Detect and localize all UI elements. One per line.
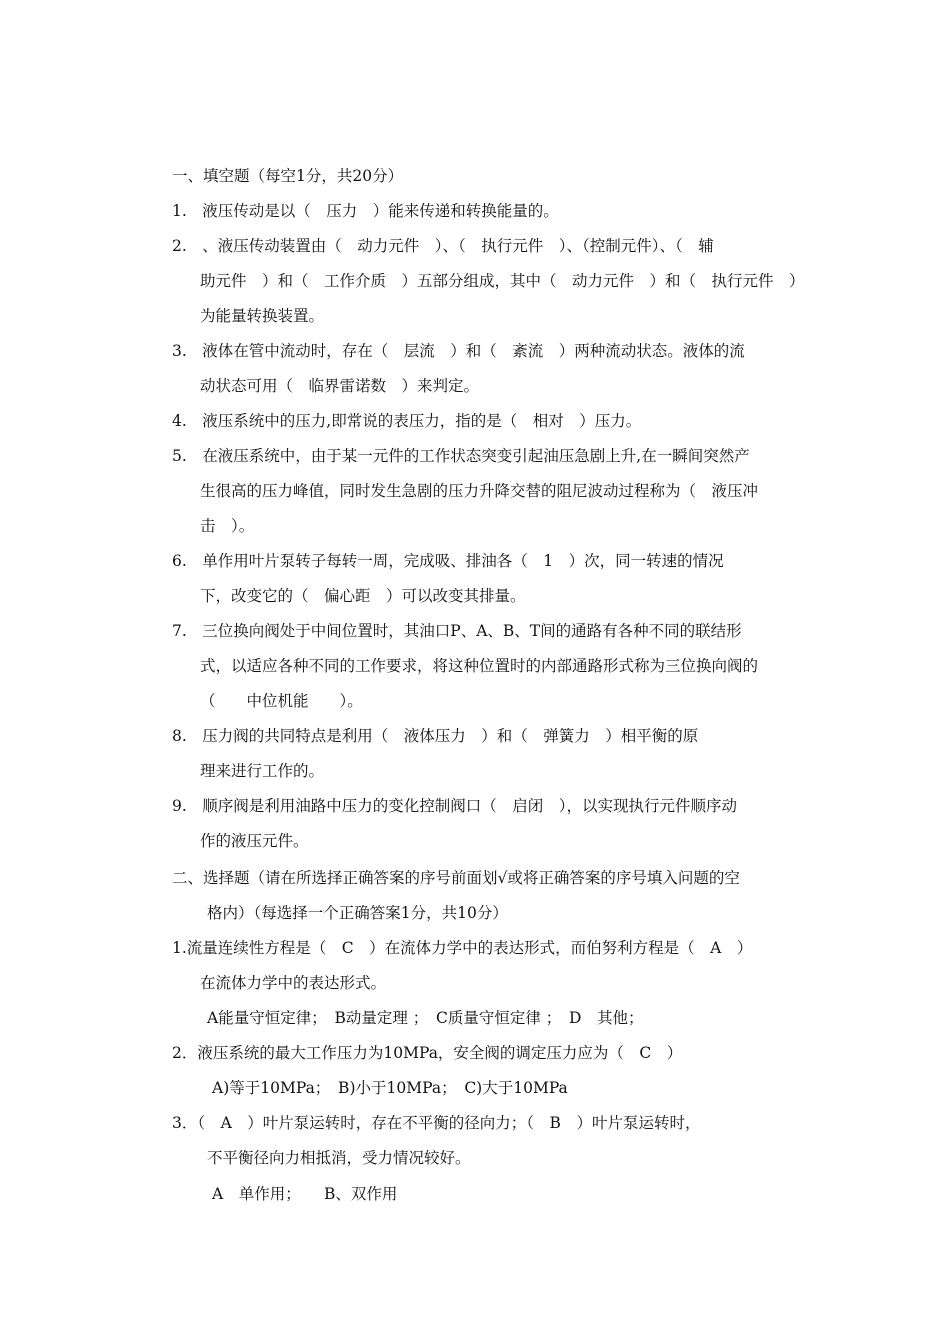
q9-line-2: 作的液压元件。 [200, 832, 309, 850]
q7-line-1: 7. 三位换向阀处于中间位置时，其油口P、A、B、T间的通路有各种不同的联结形 [172, 622, 742, 640]
q1-line: 1. 液压传动是以（ 压力 ）能来传递和转换能量的。 [172, 202, 559, 220]
q5-line-1: 5. 在液压系统中，由于某一元件的工作状态突变引起油压急剧上升,在一瞬间突然产 [172, 447, 750, 465]
q2-line-2: 助元件 ）和（ 工作介质 ）五部分组成，其中（ 动力元件 ）和（ 执行元件 ） [200, 272, 805, 290]
section2-heading-cont: 格内）（每选择一个正确答案1分，共10分） [207, 904, 508, 922]
mc2-line: 2．液压系统的最大工作压力为10MPa，安全阀的调定压力应为（ C ） [172, 1044, 683, 1062]
q7-line-2: 式，以适应各种不同的工作要求，将这种位置时的内部通路形式称为三位换向阀的 [200, 657, 759, 675]
q4-line: 4. 液压系统中的压力,即常说的表压力，指的是（ 相对 ）压力。 [172, 412, 642, 430]
mc2-options: A)等于10MPa； B)小于10MPa； C)大于10MPa [212, 1079, 568, 1097]
q6-line-1: 6. 单作用叶片泵转子每转一周，完成吸、排油各（ 1 ）次，同一转速的情况 [172, 552, 724, 570]
q3-line-1: 3. 液体在管中流动时，存在（ 层流 ）和（ 紊流 ）两种流动状态。液体的流 [172, 342, 745, 360]
q7-line-3: （ 中位机能 ）。 [200, 692, 363, 710]
section2-heading: 二、选择题（请在所选择正确答案的序号前面划√或将正确答案的序号填入问题的空 [172, 869, 740, 887]
q8-line-2: 理来进行工作的。 [200, 762, 325, 780]
section1-heading: 一、填空题（每空1分，共20分） [172, 167, 404, 185]
q5-line-2: 生很高的压力峰值，同时发生急剧的压力升降交替的阻尼波动过程称为（ 液压冲 [200, 482, 759, 500]
mc3-line-2: 不平衡径向力相抵消，受力情况较好。 [207, 1149, 471, 1167]
q2-line-3: 为能量转换装置。 [200, 307, 325, 325]
mc1-line-1: 1.流量连续性方程是（ C ）在流体力学中的表达形式，而伯努利方程是（ A ） [172, 939, 753, 957]
mc1-options: A能量守恒定律； B动量定理 ； C质量守恒定律 ； D 其他； [207, 1009, 644, 1027]
mc3-line-1: 3．（ A ）叶片泵运转时，存在不平衡的径向力；（ B ）叶片泵运转时， [172, 1114, 701, 1132]
q2-line-1: 2. 、液压传动装置由（ 动力元件 ）、（ 执行元件 ）、（控制元件）、（ 辅 [172, 237, 714, 255]
q5-line-3: 击 ）。 [200, 517, 255, 535]
mc1-line-2: 在流体力学中的表达形式。 [200, 974, 387, 992]
q3-line-2: 动状态可用（ 临界雷诺数 ）来判定。 [200, 377, 480, 395]
q9-line-1: 9. 顺序阀是利用油路中压力的变化控制阀口（ 启闭 ），以实现执行元件顺序动 [172, 797, 738, 815]
mc3-options: A 单作用； B、双作用 [212, 1185, 398, 1203]
q6-line-2: 下，改变它的（ 偏心距 ）可以改变其排量。 [200, 587, 526, 605]
q8-line-1: 8. 压力阀的共同特点是利用（ 液体压力 ）和（ 弹簧力 ）相平衡的原 [172, 727, 699, 745]
